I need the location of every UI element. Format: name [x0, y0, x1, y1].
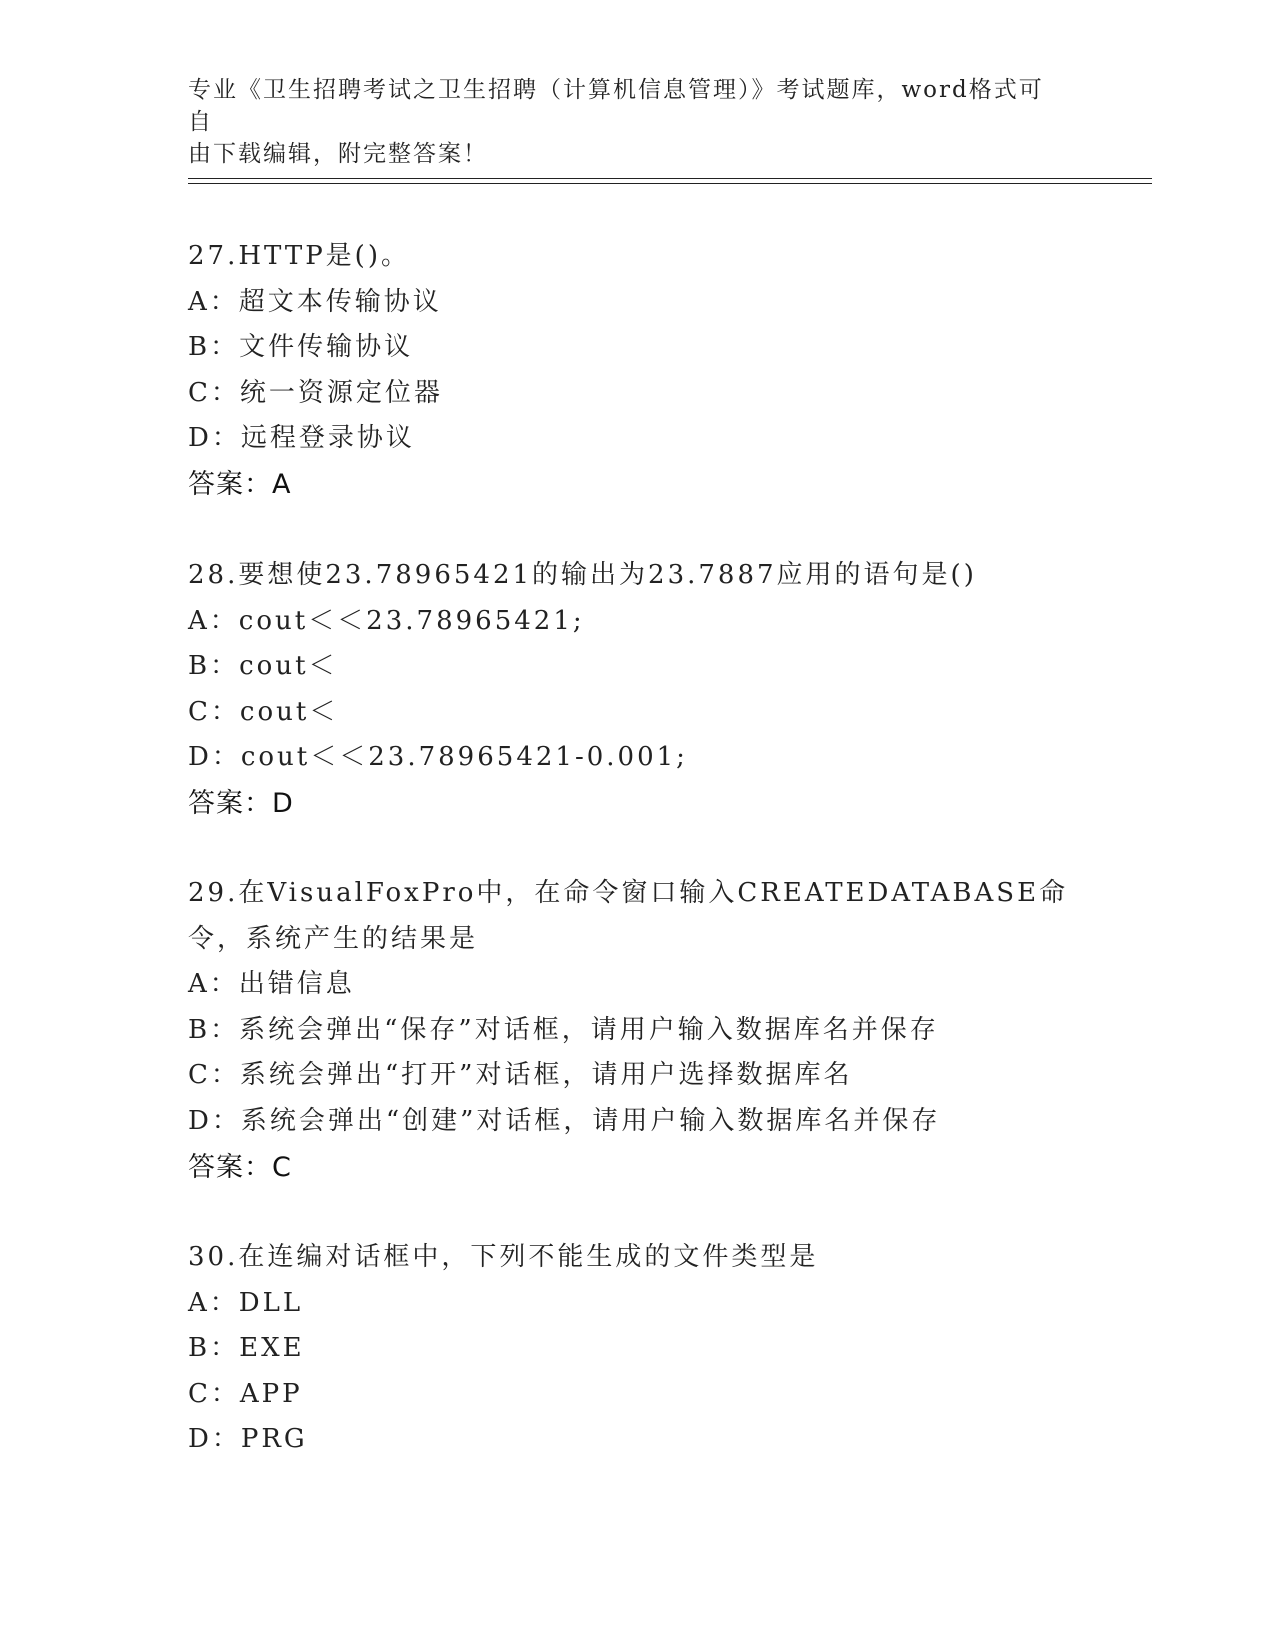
answer-line: 答案：A — [188, 468, 292, 500]
question-29 — [188, 871, 1088, 1190]
question-stem: 30.在连编对话框中，下列不能生成的文件类型是 — [188, 1242, 819, 1272]
option-d: D：PRG — [188, 1424, 308, 1455]
option-b: B：cout＜ — [188, 651, 338, 682]
question-stem: 28.要想使23.78965421的输出为23.7887应用的语句是() — [188, 560, 977, 590]
option-d: D：cout＜＜23.78965421-0.001; — [188, 742, 688, 773]
option-c: C：APP — [188, 1378, 303, 1409]
option-a: A：出错信息 — [188, 969, 355, 1000]
option-b: B：系统会弹出“保存”对话框，请用户输入数据库名并保存 — [188, 1014, 939, 1045]
document-header — [188, 74, 1068, 170]
option-a: A：cout＜＜23.78965421; — [188, 605, 585, 636]
option-c: C：系统会弹出“打开”对话框，请用户选择数据库名 — [188, 1060, 853, 1091]
option-b: B：文件传输协议 — [188, 332, 414, 363]
answer-line: 答案：C — [188, 1151, 292, 1183]
option-a: A：DLL — [188, 1287, 304, 1318]
question-stem: 27.HTTP是()。 — [188, 241, 410, 271]
header-line-1: 专业《卫生招聘考试之卫生招聘（计算机信息管理）》考试题库，word格式可自 — [188, 77, 1044, 135]
answer-line: 答案：D — [188, 787, 294, 819]
header-divider-bottom — [188, 183, 1152, 184]
option-d: D：系统会弹出“创建”对话框，请用户输入数据库名并保存 — [188, 1105, 941, 1136]
question-27 — [188, 234, 1088, 508]
option-a: A：超文本传输协议 — [188, 286, 442, 317]
question-30 — [188, 1235, 1088, 1463]
header-divider-top — [188, 178, 1152, 179]
option-d: D：远程登录协议 — [188, 423, 415, 454]
option-c: C：统一资源定位器 — [188, 377, 443, 408]
option-b: B：EXE — [188, 1333, 305, 1364]
header-line-2: 由下载编辑，附完整答案！ — [188, 141, 488, 167]
option-c: C：cout＜ — [188, 696, 339, 727]
question-stem: 29.在VisualFoxPro中，在命令窗口输入CREATEDATABASE命令，系统产生的结果是 — [188, 878, 1069, 954]
question-28 — [188, 553, 1088, 827]
